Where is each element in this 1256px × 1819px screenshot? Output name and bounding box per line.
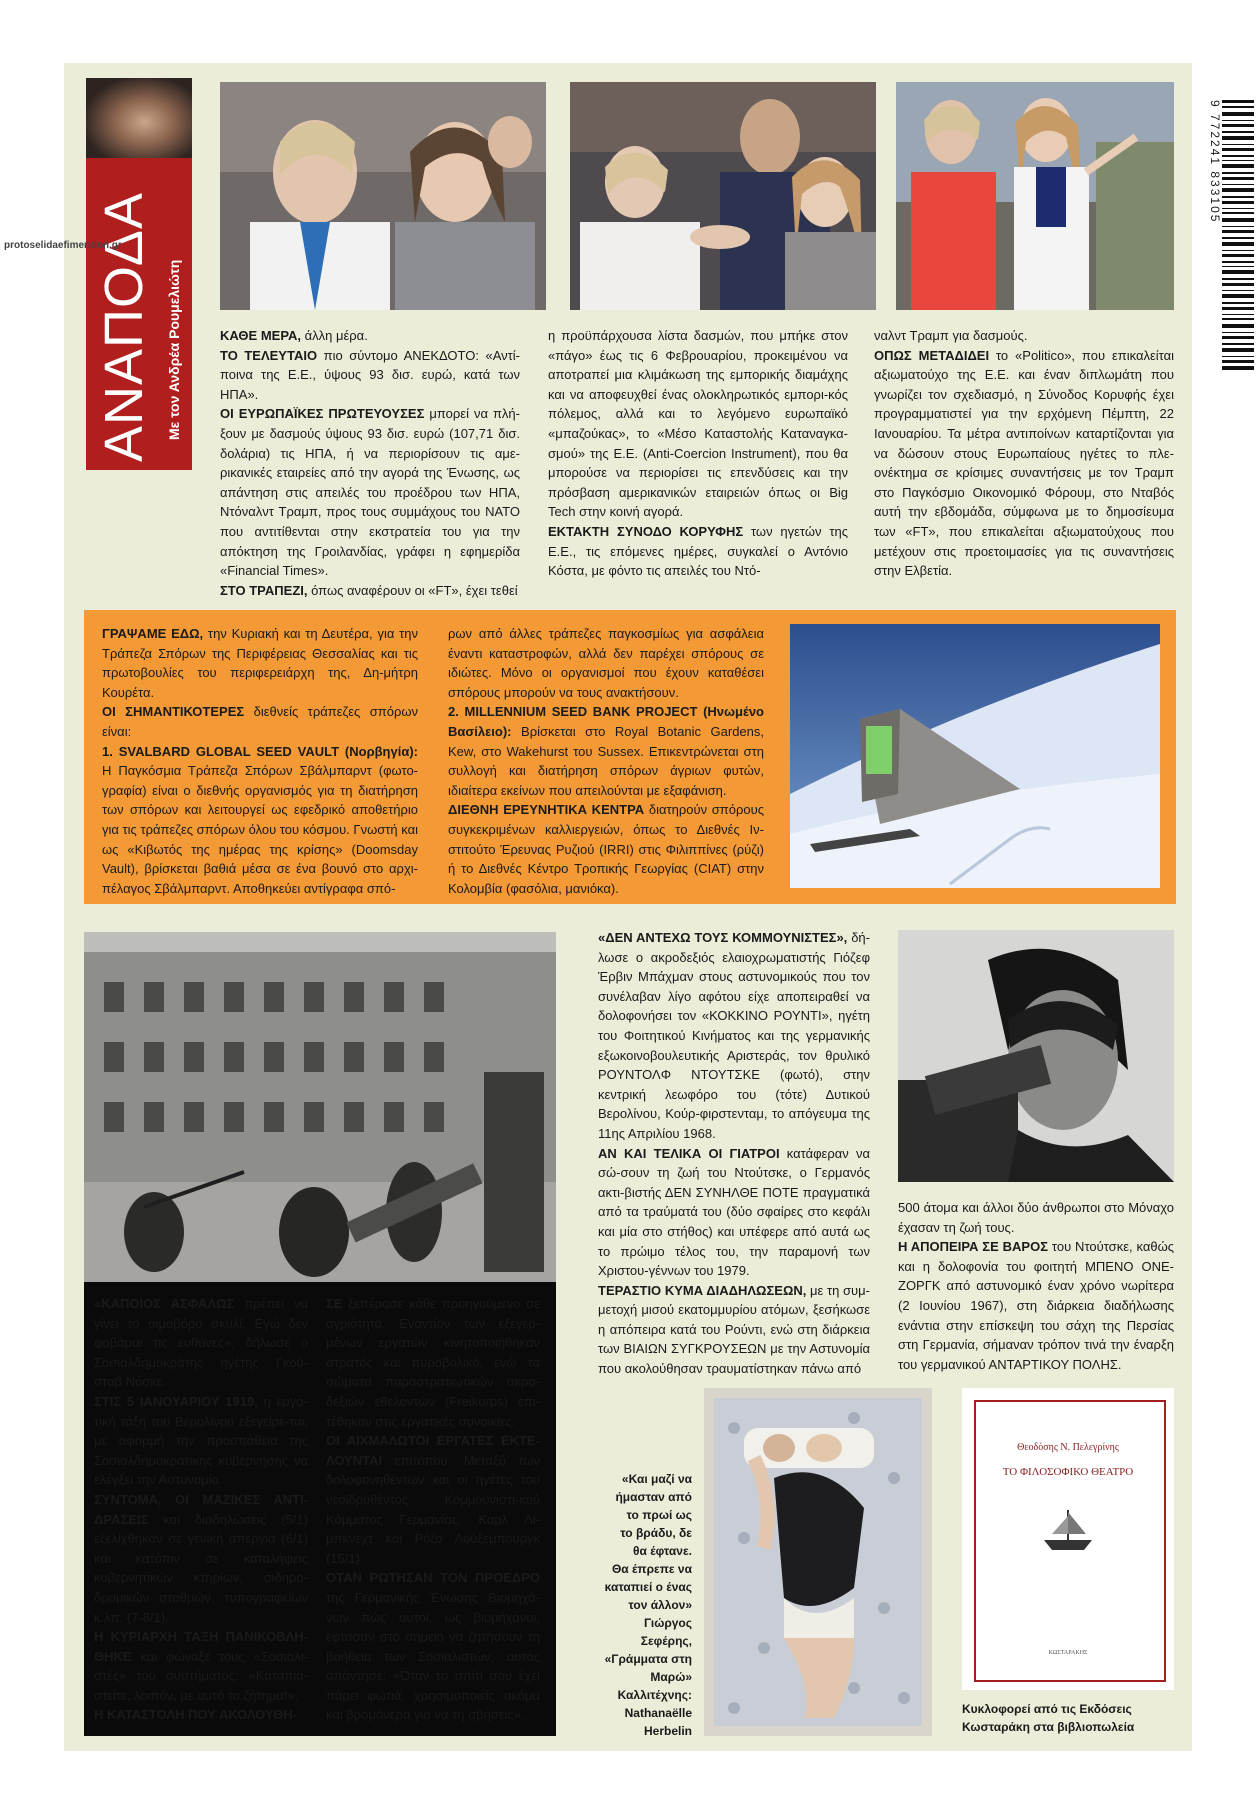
top-story-col3-p2: ΟΠΩΣ ΜΕΤΑΔΙΔΕΙ το «Politico», που επικαλείται αξιωματούχο της Ε.Ε. και έναν διπλωμάτη που γνωρίζει τον σχεδιασμό, η Σύνοδος Κορυφής έχει προγραμματιστεί για την ερχόμενη Πέμπτη, 22 Ιανουαρίου. Τα μέτρα αντιποίνων καταρτίζονται για να δώσουν στους Ευρωπαίους ηγέτες το πλε-ονέκτημα σε κρίσιμες συναντήσεις με τον Τραμπ στο Παγκόσμιο Οικονομικό Φόρουμ, στο Νταβός αυτή την εβδομάδα, σύμφωνα με το δημοσίευμα των «FT», που επικαλείται αξιωματούχους που μετέχουν στις προετοιμασίες για τις συναντήσεις στην Ελβετία. <box>874 347 1174 579</box>
berlin-1919-image <box>84 932 556 1282</box>
seed-bank-col1-p2: ΟΙ ΣΗΜΑΝΤΙΚΟΤΕΡΕΣ διεθνείς τράπεζες σπόρων είναι: <box>102 704 418 739</box>
berlin-1919-col2-p1: ΣΕ ξεπέρασε κάθε προηγούμενο σε αγριότητα. Εναντίον των εξεγερ-μένων εργατών κινητοποιήθηκαν στρατός και πυροβολικό, ενώ τα σώματα παραστρατιωτικών ακρο-δεξιών εθελοντών (Freikorps) επι-τέθηκαν στις εργατικές συνοικίες. <box>326 1296 540 1429</box>
photo-1-image <box>220 82 546 310</box>
masthead-title <box>92 170 152 470</box>
book-title: ΤΟ ΦΙΛΟΣΟΦΙΚΟ ΘΕΑΤΡΟ <box>1002 1466 1134 1478</box>
caption-line: καταπιεί ο ένας <box>604 1580 692 1594</box>
photo-berlin-1919 <box>84 932 556 1282</box>
seed-bank-col1-p1: ΓΡΑΨΑΜΕ ΕΔΩ, την Κυριακή και τη Δευτέρα, για την Τράπεζα Σπόρων της Περιφέρειας Θεσσαλίας και τις πρωτοβουλίες του περιφερειάρχη της, Δη-μήτρη Κουρέτα. <box>102 626 418 700</box>
dutschke-col1-p2: ΑΝ ΚΑΙ ΤΕΛΙΚΑ ΟΙ ΓΙΑΤΡΟΙ κατάφεραν να σώ-σουν τη ζωή του Ντούτσκε, ο Γερμανός ακτι-βιστής ΔΕΝ ΣΥΝΗΛΘΕ ΠΟΤΕ πραγματικά από τα τραύματά του (δύο σφαίρες στο κεφάλι και μία στο στήθος) και υπέφερε από αυτά ως το πρώιμο τέλος του, την παραμονή των Χριστου-γέννων του 1979. <box>598 1145 871 1279</box>
top-story-col2-p1: η προϋπάρχουσα λίστα δασμών, που μπήκε στον «πάγο» έως τις 6 Φεβρουαρίου, προκειμένου να αποτραπεί μια κλιμάκωση της εμπορικής διαμάχης και να αποφευχθεί ένας ολοκληρωτικός εμπορι-κός πόλεμος, αλλά και το λεγόμενο ευρωπαϊκό «μπαζούκας», το «Μέσο Καταστολής Καταναγκα-σμού» της Ε.Ε. (Anti-Coercion Instrument), που θα μπορούσε να περιορίσει τις επενδύσεις και την πρόσβαση αμερικανικών εταιρειών όπως οι Big Tech στην κοινή αγορά. <box>548 328 848 520</box>
ship-icon <box>1040 1506 1096 1556</box>
painting-caption <box>592 1470 692 1740</box>
seed-bank-col2 <box>448 624 764 898</box>
photo-von-der-leyen-kallas-balcony <box>896 82 1174 310</box>
masthead-subtitle-text: Με τον Ανδρέα Ρουμελιώτη <box>166 259 182 440</box>
seed-bank-col2-p3: ΔΙΕΘΝΗ ΕΡΕΥΝΗΤΙΚΑ ΚΕΝΤΡΑ διατηρούν σπόρους συγκεκριμένων καλλιεργειών, όπως το Διεθνές Ιν-στιτούτο Έρευνας Ρυζιού (IRRI) στις Φιλιππίνες (ρύζι) ή το Διεθνές Κέντρο Τροπικής Γεωργίας (CIAT) στην Κολομβία (φασόλια, μανιόκα). <box>448 802 765 896</box>
top-story-col1-p1: ΚΑΘΕ ΜΕΡΑ, άλλη μέρα. <box>220 328 368 343</box>
caption-line: Γιώργος <box>644 1616 692 1630</box>
seed-bank-col1-p3: 1. SVALBARD GLOBAL SEED VAULT (Νορβηγία): Η Παγκόσμια Τράπεζα Σπόρων Σβάλμπαρντ (φωτο-γραφία) είναι ο διεθνής οργανισμός για τη διατήρηση των σπόρων και λειτουργεί ως εφεδρικό αποθετήριο για τις τράπεζες σπόρων όλου του κόσμου. Γνωστή και ως «Κιβωτός της ημέρας της κρίσης» (Doomsday Vault), βρίσκεται βαθιά μέσα σε ένα βουνό στο αρχι-πέλαγος Σβάλμπαρντ. Αποθηκεύει αντίγραφα σπό- <box>102 743 418 896</box>
dutschke-col2 <box>898 1198 1174 1374</box>
book-caption <box>962 1700 1174 1736</box>
photo-2-image <box>570 82 876 310</box>
book-author: Θεοδόσης Ν. Πελεγρίνης <box>1017 1442 1119 1453</box>
caption-line: θα έφτανε. <box>633 1544 692 1558</box>
masthead-subtitle <box>160 170 190 470</box>
berlin-1919-col1 <box>94 1294 308 1725</box>
dutschke-image <box>898 930 1174 1182</box>
dutschke-col2-p1: 500 άτομα και άλλοι δύο άνθρωποι στο Μόναχο έχασαν τη ζωή τους. <box>898 1200 1174 1235</box>
seed-bank-col1 <box>102 624 418 898</box>
caption-line: Herbelin <box>643 1724 692 1738</box>
berlin-1919-col2-p3: ΟΤΑΝ ΡΩΤΗΣΑΝ ΤΟΝ ΠΡΟΕΔΡΟ της Γερμανικής Ένωσης Βιομηχά-νων πώς αυτοί, ως βιομήχανοι, έφτασαν στο σημείο να ζητήσουν τη βοήθεια των Σοσιαλιστών, αυτός απάντησε: «Όταν το σπίτι σου έχει πάρει φωτιά, χρησιμοποιείς ακόμα και βρομόνερα για να τη σβήσεις»... <box>326 1570 540 1723</box>
seed-bank-col2-p1: ρων από άλλες τράπεζες παγκοσμίως για ασφάλεια έναντι καταστροφών, αλλά δεν παρέχει σπόρους σε ιδιώτες. Μόνο οι οργανισμοί που έχουν καταθέσει σπόρους μπορούν να τους ανακτήσουν. <box>448 626 764 700</box>
berlin-1919-col1-p1: «ΚΑΠΟΙΟΣ ΑΣΦΑΛΩΣ πρέπει να γίνει το αιμοβόρο σκυλί. Εγώ δεν φοβάμαι τις ευθύνες», δήλωσε ο Σοσιαλδημοκράτης ηγέτης Γκού-σταβ Νόσκε. <box>94 1296 308 1390</box>
berlin-1919-col1-p2: ΣΤΙΣ 5 ΙΑΝΟΥΑΡΙΟΥ 1919, η εργα-τική τάξη του Βερολίνου εξεγείρε-ται, με αφορμή την προσπάθεια της Σοσιαλδημοκρατικής κυβέρνησης να ελέγξει την Αστυνομία. <box>94 1393 308 1488</box>
photo-von-der-leyen-mogherini <box>220 82 546 310</box>
berlin-1919-col1-p3: ΣΥΝΤΟΜΑ, ΟΙ ΜΑΖΙΚΕΣ ΑΝΤΙ-ΔΡΑΣΕΙΣ και διαδηλώσεις (5/1) εξελίχθηκαν σε γενική απεργία (6/1) και κατόπιν σε καταλήψεις κυβερνητικών κτηρίων, σιδηρο-δρομικών σταθμών, τυπογραφείων κ.λπ. (7-8/1). <box>94 1491 308 1625</box>
caption-line: το πρωί ως <box>626 1508 692 1522</box>
berlin-1919-col2 <box>326 1294 540 1725</box>
photo-rudi-dutschke <box>898 930 1174 1182</box>
photo-3-image <box>896 82 1174 310</box>
top-story-col2 <box>548 326 848 581</box>
dutschke-col1-p3: ΤΕΡΑΣΤΙΟ ΚΥΜΑ ΔΙΑΔΗΛΩΣΕΩΝ, με τη συμ-μετοχή μισού εκατομμυρίου ατόμων, ξεσήκωσε η απόπειρα κατά του Ρούντι, ενώ στη διάρκεια των ΒΙΑΙΩΝ ΣΥΓΚΡΟΥΣΕΩΝ με την Αστυνομία που ακολούθησαν τραυματίστηκαν πάνω από <box>598 1282 870 1377</box>
watermark: protoselidaefimeridon.gr <box>4 240 122 251</box>
columnist-portrait <box>86 78 192 158</box>
caption-line: Καλλιτέχνης: <box>617 1688 692 1702</box>
seed-bank-col2-p2: 2. MILLENNIUM SEED BANK PROJECT (Ηνωμένο Βασίλειο): Βρίσκεται στο Royal Botanic Gardens, Kew, στο Wakehurst του Sussex. Επικεντρώνεται στη συλλογή και διατήρηση σπόρων άγριων φυτών, ιδιαίτερα εκείνων που απειλούνται με εξαφάνιση. <box>448 704 764 798</box>
book-caption-line: Κυκλοφορεί από τις Εκδόσεις <box>962 1702 1132 1716</box>
caption-line: τον άλλον» <box>628 1598 692 1612</box>
book-publisher: ΚΩΣΤΑΡΑΚΗΣ <box>1048 1650 1088 1656</box>
svalbard-image <box>790 624 1160 888</box>
dutschke-col1 <box>598 928 870 1379</box>
top-story-col1-p4: ΣΤΟ ΤΡΑΠΕΖΙ, όπως αναφέρουν οι «FT», έχει τεθεί <box>220 582 518 598</box>
masthead-title-text: ΑΝΑΠΟΔΑ <box>94 192 154 462</box>
photo-michel-kallas <box>570 82 876 310</box>
painting-image <box>704 1388 932 1736</box>
caption-line: Nathanaëlle <box>624 1706 692 1720</box>
barcode-number <box>1208 100 1224 370</box>
caption-line: Σεφέρης, <box>640 1634 692 1648</box>
caption-line: «Και μαζί να <box>621 1472 692 1486</box>
top-story-col1 <box>220 326 520 600</box>
barcode <box>1222 100 1254 370</box>
berlin-1919-col2-p2: ΟΙ ΑΙΧΜΑΛΩΤΟΙ ΕΡΓΑΤΕΣ ΕΚΤΕ-ΛΟΥΝΤΑΙ επιτόπου. Μεταξύ των δολοφονηθέντων και οι ηγέτες του νεοϊδρυθέντος Κομμουνιστι-κού Κόμματος Γερμανίας, Καρλ Λί-μπκνεχτ και Ρόζα Λούξεμπουργκ (15/1). <box>326 1433 540 1566</box>
top-story-col2-p2: ΕΚΤΑΚΤΗ ΣΥΝΟΔΟ ΚΟΡΥΦΗΣ των ηγετών της Ε.Ε., τις επόμενες ημέρες, συγκαλεί ο Αντόνιο Κόστα, με φόντο τις απειλές του Ντό- <box>548 523 848 579</box>
top-story-col3-p1: ναλντ Τραμπ για δασμούς. <box>874 328 1028 343</box>
dutschke-col1-p1: «ΔΕΝ ΑΝΤΕΧΩ ΤΟΥΣ ΚΟΜΜΟΥΝΙΣΤΕΣ», δή-λωσε ο ακροδεξιός ελαιοχρωματιστής Γιόζεφ Έρβιν Μπάχμαν στους αστυνομικούς που τον συνέλαβαν λίγο αφότου είχε αποπειραθεί να δολοφονήσει τον «ΚΟΚΚΙΝΟ ΡΟΥΝΤΙ», ηγέτη του Φοιτητικού Κινήματος και της γερμανικής εξωκοινοβουλευτικής Αριστεράς, τον θρυλικό ΡΟΥΝΤΟΛΦ ΝΤΟΥΤΣΚΕ (φωτό), στην κεντρική λεωφόρο του (τότε) Δυτικού Βερολίνου, Κούρ-φιρστενταμ, το απόγευμα της 11ης Απριλίου 1968. <box>598 930 870 1141</box>
top-story-col1-p2: ΤΟ ΤΕΛΕΥΤΑΙΟ πιο σύντομο ΑΝΕΚΔΟΤΟ: «Αντί-ποινα της Ε.Ε., ύψους 93 δισ. ευρώ, κατά των ΗΠΑ». <box>220 347 520 402</box>
caption-line: Θα έπρεπε να <box>611 1562 692 1576</box>
dutschke-col2-p2: Η ΑΠΟΠΕΙΡΑ ΣΕ ΒΑΡΟΣ του Ντούτσκε, καθώς και η δολοφονία του φοιτητή ΜΠΕΝΟ ΟΝΕ-ΖΟΡΓΚ από αστυνομικό έναν χρόνο νωρίτερα (2 Ιουνίου 1967), στη διάρκεια διαδήλωσης ενάντια στην επίσκεψη του σάχη της Περσίας στη Γερμανία, σήμαναν τρόπον τινά την έναρξη του γερμανικού ΑΝΤΑΡΤΙΚΟΥ ΠΟΛΗΣ. <box>898 1239 1174 1372</box>
top-story-col1-p3: ΟΙ ΕΥΡΩΠΑΪΚΕΣ ΠΡΩΤΕΥΟΥΣΕΣ μπορεί να πλή-ξουν με δασμούς ύψους 93 δισ. ευρώ (107,71 δισ. δολάρια) τις ΗΠΑ, ή να περιορίσουν τις αμε-ρικανικές εταιρείες από την αγορά της Ένωσης, ως απάντηση στις απειλές του προέδρου των ΗΠΑ, Ντόναλντ Τραμπ, προς τους συμμάχους του ΝΑΤΟ που αντιτίθενται στην εκστρατεία του για την απόκτηση της Γροιλανδίας, γράφει η εφημερίδα «Financial Times». <box>220 406 520 579</box>
photo-svalbard-seed-vault <box>790 624 1160 888</box>
berlin-1919-col1-p4: Η ΚΥΡΙΑΡΧΗ ΤΑΞΗ ΠΑΝΙΚΟΒΛΗ-ΘΗΚΕ και φώναξε τους «Σοσιαλι-στές» του συστήματος: «Καταπια-στείτε, λοιπόν, με αυτό το ζήτημα!». <box>94 1629 308 1703</box>
top-story-col3 <box>874 326 1174 581</box>
book-cover <box>962 1388 1174 1690</box>
caption-line: ήμασταν από <box>615 1490 692 1504</box>
barcode-number-text: 9 772241 833105 <box>1208 100 1222 224</box>
book-caption-line: Κωσταράκη στα βιβλιοπωλεία <box>962 1720 1135 1734</box>
painting-herbelin <box>704 1388 932 1736</box>
caption-line: Μαρώ» <box>650 1670 692 1684</box>
berlin-1919-col1-p5: Η ΚΑΤΑΣΤΟΛΗ ΠΟΥ ΑΚΟΛΟΥΘΗ- <box>94 1707 297 1723</box>
caption-line: το βράδυ, δε <box>620 1526 692 1540</box>
caption-line: «Γράμματα στη <box>604 1652 692 1666</box>
